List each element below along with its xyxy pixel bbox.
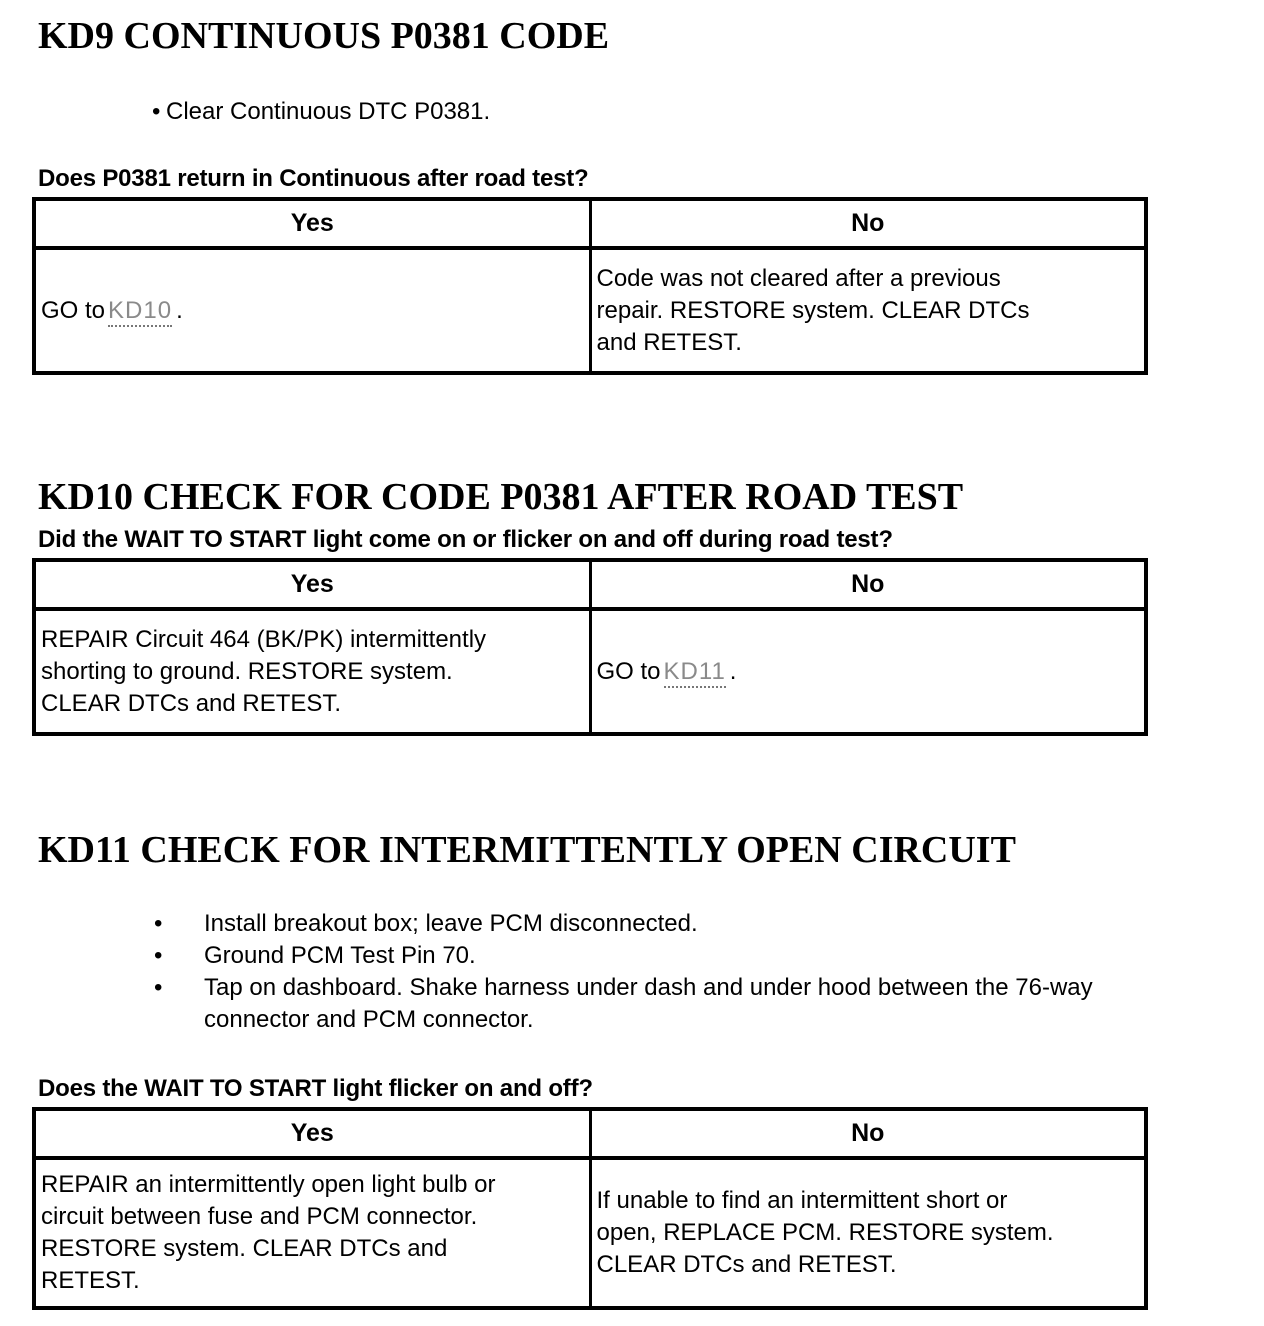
goto-prefix: GO to: [596, 657, 661, 685]
decision-table-kd9: [32, 197, 1148, 375]
goto-kd10-link[interactable]: KD10: [108, 297, 172, 327]
bullet-icon: •: [154, 942, 163, 969]
bullet-icon: •: [154, 974, 163, 1001]
question-kd10: Did the WAIT TO START light come on or flicker on and off during road test?: [38, 526, 893, 553]
no-cell: [590, 609, 1146, 734]
table-header-yes: Yes: [34, 199, 590, 248]
yes-cell-text: [41, 295, 516, 327]
list-item: [154, 972, 1264, 1036]
decision-table-kd10: [32, 558, 1148, 736]
bullet-icon: •: [152, 98, 161, 125]
goto-suffix: .: [729, 657, 737, 685]
table-header-row: [34, 560, 1146, 609]
decision-table-kd11: [32, 1107, 1148, 1310]
table-body-row: [34, 248, 1146, 373]
bullet-text: Clear Continuous DTC P0381.: [166, 98, 491, 125]
table-header-no: No: [590, 199, 1146, 248]
section-kd9-heading: KD9 CONTINUOUS P0381 CODE: [38, 15, 610, 57]
table-header-yes: Yes: [34, 1109, 590, 1158]
no-cell-text: [597, 656, 1072, 688]
section-kd11: [0, 828, 1264, 1310]
document-page: [0, 14, 1264, 1310]
table-header-row: [34, 1109, 1146, 1158]
no-cell-text: Code was not cleared after a previous repair. RESTORE system. CLEAR DTCs and RETEST.: [596, 264, 1030, 356]
yes-cell-text: REPAIR Circuit 464 (BK/PK) intermittently shorting to ground. RESTORE system. CLEAR DTCs and RETEST.: [41, 625, 487, 717]
table-header-no: No: [590, 560, 1146, 609]
bullet-text: Tap on dashboard. Shake harness under dash and under hood between the 76-way connector and PCM connector.: [204, 974, 1093, 1033]
question-kd9: Does P0381 return in Continuous after road test?: [38, 165, 589, 192]
goto-suffix: .: [176, 296, 183, 324]
question-kd11: Does the WAIT TO START light flicker on and off?: [38, 1075, 593, 1102]
table-body-row: [34, 609, 1146, 734]
yes-cell: [34, 248, 590, 373]
goto-prefix: GO to: [41, 296, 106, 324]
bullet-text: Ground PCM Test Pin 70.: [204, 942, 476, 969]
list-item: [152, 96, 1264, 128]
list-item: [154, 908, 1264, 940]
yes-cell-text: REPAIR an intermittently open light bulb or circuit between fuse and PCM connector. RESTORE system. CLEAR DTCs and RETEST.: [41, 1171, 496, 1294]
bullet-text: Install breakout box; leave PCM disconnected.: [204, 910, 698, 937]
goto-kd11-link[interactable]: KD11: [664, 658, 726, 688]
table-header-no: No: [590, 1109, 1146, 1158]
no-cell: [590, 248, 1146, 373]
yes-cell: [34, 1158, 590, 1308]
no-cell: [590, 1158, 1146, 1308]
table-header-row: [34, 199, 1146, 248]
bullet-list: [0, 908, 1264, 1036]
yes-cell: [34, 609, 590, 734]
table-header-yes: Yes: [34, 560, 590, 609]
list-item: [154, 940, 1264, 972]
section-kd10: [0, 475, 1264, 736]
section-kd11-heading: KD11 CHECK FOR INTERMITTENTLY OPEN CIRCUIT: [38, 829, 1016, 871]
no-cell-text: If unable to find an intermittent short or open, REPLACE PCM. RESTORE system. CLEAR DTCs and RETEST.: [596, 1187, 1054, 1278]
bullet-icon: •: [154, 910, 163, 937]
table-body-row: [34, 1158, 1146, 1308]
section-kd9: [0, 14, 1264, 375]
section-kd10-heading: KD10 CHECK FOR CODE P0381 AFTER ROAD TEST: [38, 476, 964, 518]
